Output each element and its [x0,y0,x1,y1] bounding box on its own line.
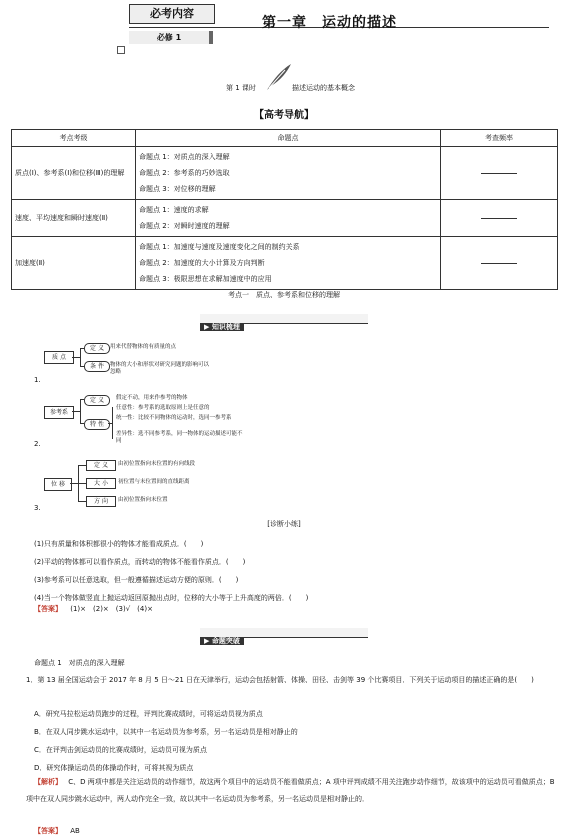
quiz-item: (4)当一个物体做竖直上抛运动返回原抛出点时，位移的大小等于上升高度的两倍．( ) [34,594,309,602]
option: B．在双人同步跳水运动中，以其中一名运动员为参考系，另一名运动员是相对静止的 [34,728,298,736]
mindmap-displacement [0,458,568,514]
mm-branch: 特 性 [84,419,110,430]
feather-icon [263,62,293,92]
mm-text: 假定不动，用来作参考的物体 [116,395,188,401]
mindmap-reference [0,395,568,455]
answer-line [34,826,80,836]
answer-label: 【答案】 [34,605,62,613]
point: 命题点 3：对位移的理解 [139,185,216,193]
topic-cell: 质点(Ⅰ)、参考系(Ⅰ)和位移(Ⅲ)的理解 [12,147,136,200]
table-header: 命题点 [136,130,441,147]
quiz-list [34,535,308,607]
table-row [12,147,558,200]
section-bar [200,314,368,331]
option: D．研究体操运动员的体操动作时，可将其视为质点 [34,764,194,772]
topic-cell: 速度、平均速度和瞬时速度(Ⅱ) [12,200,136,237]
item-number: 2. [34,440,41,448]
question-1: 1．第 13 届全国运动会于 2017 年 8 月 5 日～21 日在天津举行，运动会包括射箭、体操、田径、击剑等 39 个比赛项目．下列关于运动项目的描述正确的是( ) [26,676,534,684]
mm-text: 初位置与末位置间的直线距离 [118,479,190,485]
subtitle: 命题点 1 对质点的深入理解 [34,659,125,667]
option: A．研究马拉松运动员跑步的过程，评判比赛成绩时，可将运动员视为质点 [34,710,263,718]
mm-branch: 大 小 [86,478,116,489]
item-number: 3. [34,504,41,512]
freq-dash [481,218,517,219]
point: 命题点 2：对瞬时速度的理解 [139,222,230,230]
topic-cell: 加速度(Ⅱ) [12,237,136,290]
point: 命题点 1：加速度与速度及速度变化之间的制约关系 [139,243,300,251]
mm-branch: 定 义 [86,460,116,471]
section-label: 知识梳理 [211,323,240,331]
section-bar [200,628,368,645]
mm-branch: 条 件 [84,361,110,372]
answer-text: AB [70,827,80,835]
section-tag: ▶ 知识梳理 [200,323,244,331]
mm-text: 物体的大小和形状对研究问题的影响可以忽略 [110,362,210,375]
mm-text: 差异性：选不同参考系，同一物体的运动描述可能不同 [116,431,243,444]
point: 命题点 2：加速度的大小计算及方向判断 [139,259,265,267]
point: 命题点 3：极限思想在求解加速度中的应用 [139,275,272,283]
quiz-item: (3)参考系可以任意选取，但一般遵循描述运动方便的原则．( ) [34,576,239,584]
table-header: 考查频率 [441,130,558,147]
quiz-item: (1)只有质量和体积都很小的物体才能看成质点．( ) [34,540,204,548]
point: 命题点 1：速度的求解 [139,206,209,214]
kaodian-title: 考点一 质点、参考系和位移的理解 [228,291,340,299]
mm-center: 参考系 [44,406,74,419]
table-header: 考点考级 [12,130,136,147]
freq-dash [481,263,517,264]
analysis-text: C、D 两项中都是关注运动员的动作细节，故这两个项目中的运动员不能看做质点；A 项中评判成绩不用关注跑步动作细节，故该项中的运动员可看做质点；B 项中在双人同步跳水运动中，两人动作完全一致，故以其中一名运动员为参考系，另一名运动员是相对静止的． [26,778,555,803]
quiz-item: (2)平动的物体都可以看作质点，而转动的物体不能看作质点．( ) [34,558,246,566]
answer-line [34,604,153,614]
table-row [12,237,558,290]
mm-text: 由初位置指向末位置 [118,497,168,503]
header-tag: 必考内容 [129,4,215,24]
mm-text: 任意性：参考系的选取原则上是任意的 [116,405,210,411]
options-list [34,705,298,777]
answer-text: (1)× (2)× (3)√ (4)× [70,605,153,613]
point: 命题点 2：参考系的巧妙选取 [139,169,230,177]
mm-text: 统一性：比较不同物体的运动时，选同一参考系 [116,415,232,421]
gaokao-title: 【高考导航】 [254,110,314,121]
answer-label: 【答案】 [34,827,62,835]
analysis-block [26,774,556,808]
item-number: 1. [34,376,41,384]
zhenduan-title: [诊断小练] [267,520,301,528]
mm-text: 用来代替物体的有质量的点 [110,344,177,350]
header-sub: 必修 1 [129,31,213,44]
freq-dash [481,173,517,174]
lesson-label: 第 1 课时 [226,84,256,92]
table-row [12,200,558,237]
gaokao-table [11,129,558,290]
chapter-title: 第一章 运动的描述 [262,15,397,31]
mm-branch: 定 义 [84,343,110,354]
lesson-title: 描述运动的基本概念 [292,84,355,92]
mm-branch: 定 义 [84,395,110,406]
mm-center: 质 点 [44,351,74,364]
anchor-icon [117,46,125,54]
option: C．在评判击剑运动员的比赛成绩时，运动员可视为质点 [34,746,207,754]
mindmap-particle [0,335,568,395]
analysis-label: 【解析】 [34,778,62,786]
mm-center: 位 移 [44,478,72,491]
mm-branch: 方 向 [86,496,116,507]
point: 命题点 1：对质点的深入理解 [139,153,230,161]
mm-text: 由初位置指向末位置的有向线段 [118,461,196,467]
section-label: 命题突破 [211,637,240,645]
section-tag: ▶ 命题突破 [200,637,244,645]
